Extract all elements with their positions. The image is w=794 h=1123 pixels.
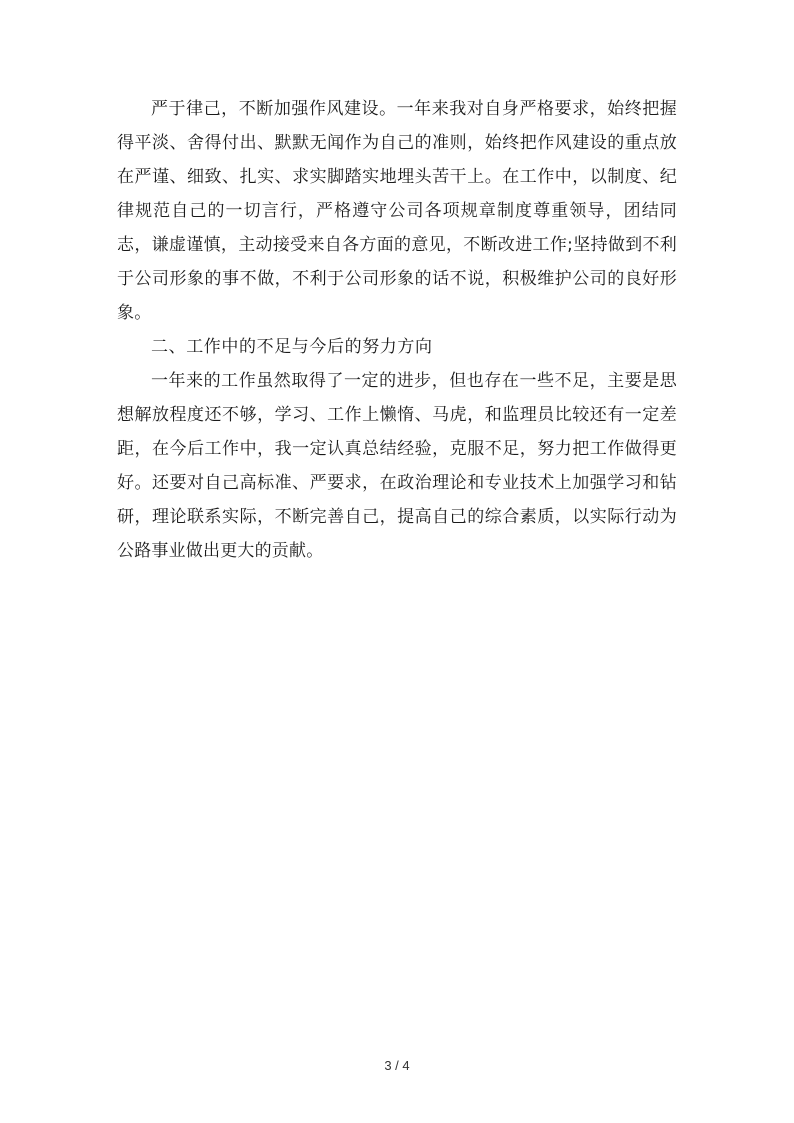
paragraph-work-style: 严于律己，不断加强作风建设。一年来我对自身严格要求，始终把握得平淡、舍得付出、默默无闻作为自己的准则，始终把作风建设的重点放在严谨、细致、扎实、求实脚踏实地埋头苦干上。在工作中，以制度、纪律规范自己的一切言行，严格遵守公司各项规章制度尊重领导，团结同志，谦虚谨慎，主动接受来自各方面的意见，不断改进工作;坚持做到不利于公司形象的事不做，不利于公司形象的话不说，积极维护公司的良好形象。 [117, 99, 677, 323]
page-number: 3 / 4 [384, 1058, 410, 1073]
document-body [117, 92, 677, 568]
section-heading: 二、工作中的不足与今后的努力方向 [151, 337, 433, 357]
paragraph-shortcomings: 一年来的工作虽然取得了一定的进步，但也存在一些不足，主要是思想解放程度还不够，学习、工作上懒惰、马虎，和监理员比较还有一定差距，在今后工作中，我一定认真总结经验，克服不足，努力把工作做得更好。还要对自己高标准、严要求，在政治理论和专业技术上加强学习和钻研，理论联系实际，不断完善自己，提高自己的综合素质，以实际行动为公路事业做出更大的贡献。 [117, 371, 677, 561]
